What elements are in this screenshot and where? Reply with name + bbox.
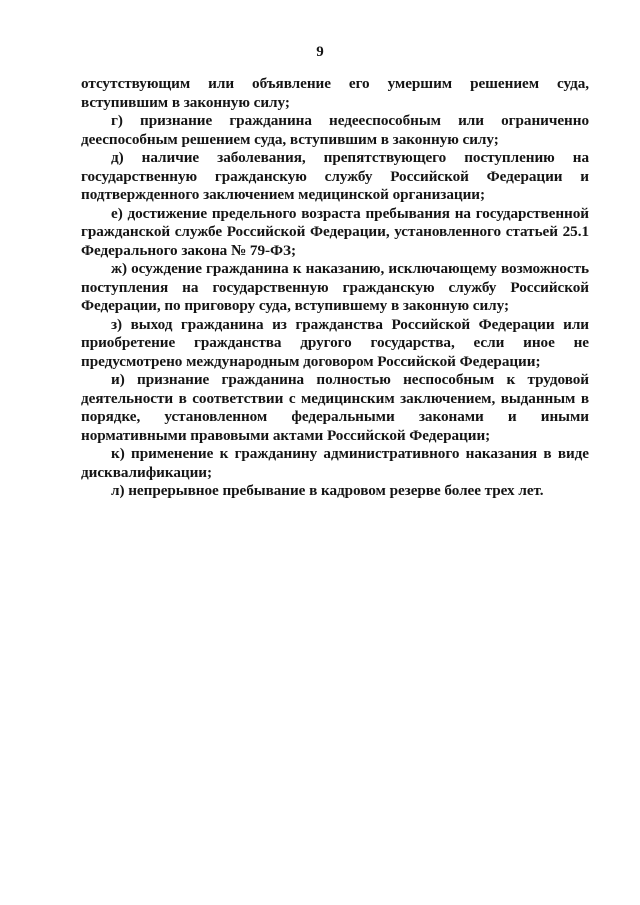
paragraph-item-d: д) наличие заболевания, препятствующего поступлению на государственную гражданскую службу Российской Федерации и подтвержденного заключением медицинской организации; [81, 149, 589, 203]
paragraph-continuation: отсутствующим или объявление его умершим решением суда, вступившим в законную силу; [81, 75, 589, 111]
paragraph-item-i: и) признание гражданина полностью неспособным к трудовой деятельности в соответствии с медицинским заключением, выданным в порядке, установленном федеральными законами и иными нормативными правовыми актами Российской Федерации; [81, 371, 589, 444]
paragraph-item-l: л) непрерывное пребывание в кадровом резерве более трех лет. [111, 482, 544, 499]
paragraph-item-g: г) признание гражданина недееспособным или ограниченно дееспособным решением суда, вступившим в законную силу; [81, 112, 589, 148]
document-body [81, 75, 589, 501]
paragraph-item-e: е) достижение предельного возраста пребывания на государственной гражданской службе Российской Федерации, установленного статьей 25.1 Федерального закона № 79-ФЗ; [81, 204, 589, 259]
paragraph-item-k: к) применение к гражданину административного наказания в виде дисквалификации; [81, 445, 589, 481]
paragraph-item-zh: ж) осуждение гражданина к наказанию, исключающему возможность поступления на государственную гражданскую службу Российской Федерации, по приговору суда, вступившему в законную силу; [81, 260, 589, 314]
paragraph-item-z: з) выход гражданина из гражданства Российской Федерации или приобретение гражданства другого государства, если иное не предусмотрено международным договором Российской Федерации; [81, 315, 589, 370]
page-number: 9 [316, 44, 324, 60]
